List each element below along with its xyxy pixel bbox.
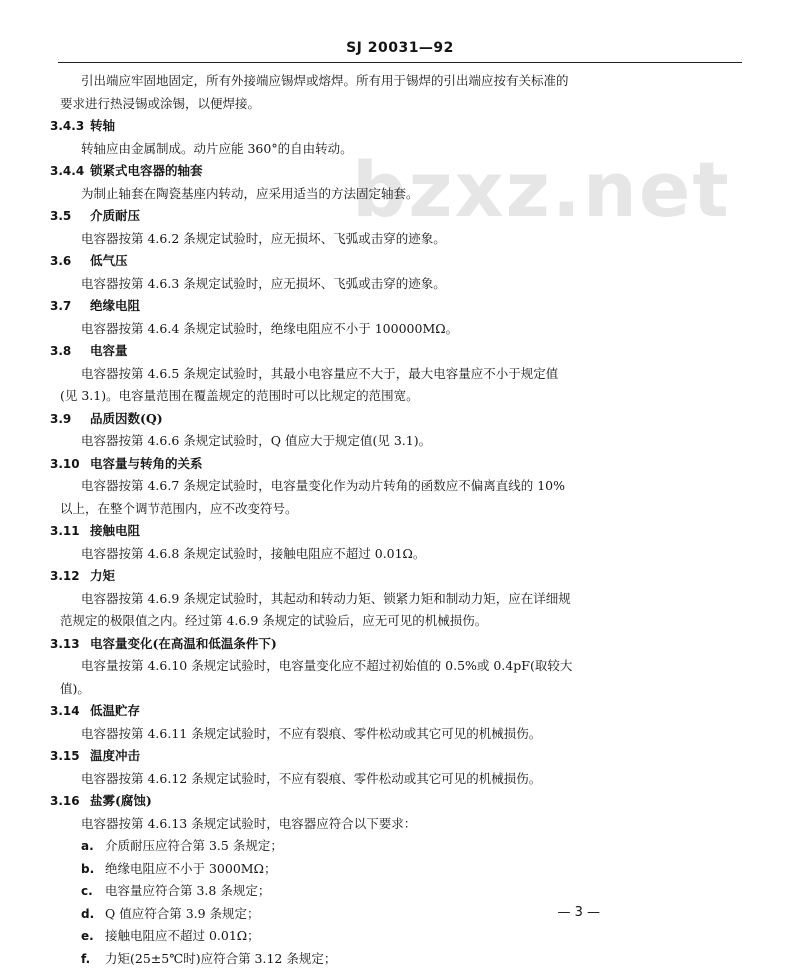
section-title: 低气压 [90, 253, 128, 268]
section-heading [0, 790, 800, 813]
section-number: 3.4.4 [50, 160, 90, 183]
section-number: 3.13 [50, 633, 90, 656]
section-number: 3.6 [50, 250, 90, 273]
section-heading [0, 700, 800, 723]
section-number: 3.14 [50, 700, 90, 723]
section-title: 锁紧式电容器的轴套 [90, 163, 203, 178]
list-item-text: 力矩(25±5℃时)应符合第 3.12 条规定； [105, 951, 336, 966]
list-item-text: 电容量应符合第 3.8 条规定； [105, 883, 270, 898]
section-title: 力矩 [90, 568, 115, 583]
section-heading [0, 295, 800, 318]
paragraph-line: 值)。 [0, 678, 800, 701]
list-marker: f. [81, 948, 105, 970]
section-heading [0, 408, 800, 431]
paragraph-line: 电容器按第 4.6.2 条规定试验时，应无损坏、飞弧或击穿的迹象。 [0, 228, 800, 251]
paragraph-line: 要求进行热浸锡或涂锡，以便焊接。 [0, 93, 800, 116]
section-heading [0, 520, 800, 543]
list-item [0, 880, 800, 903]
paragraph-line: 电容器按第 4.6.8 条规定试验时，接触电阻应不超过 0.01Ω。 [0, 543, 800, 566]
list-marker: c. [81, 880, 105, 903]
list-item [0, 858, 800, 881]
paragraph-line: 以上，在整个调节范围内，应不改变符号。 [0, 498, 800, 521]
watermark: bzxz.net [352, 145, 731, 234]
paragraph-line: 电容器按第 4.6.9 条规定试验时，其起动和转动力矩、锁紧力矩和制动力矩，应在详细规 [0, 588, 800, 611]
list-item-text: 绝缘电阻应不小于 3000MΩ； [105, 861, 276, 876]
section-heading [0, 633, 800, 656]
section-title: 绝缘电阻 [90, 298, 140, 313]
list-marker: e. [81, 925, 105, 948]
list-item [0, 903, 800, 926]
paragraph-line: 电容器按第 4.6.11 条规定试验时，不应有裂痕、零件松动或其它可见的机械损伤。 [0, 723, 800, 746]
section-heading [0, 565, 800, 588]
paragraph-line: 引出端应牢固地固定，所有外接端应锡焊或熔焊。所有用于锡焊的引出端应按有关标准的 [0, 70, 800, 93]
list-marker: a. [81, 835, 105, 858]
list-item-text: 介质耐压应符合第 3.5 条规定； [105, 838, 283, 853]
section-heading [0, 115, 800, 138]
section-number: 3.11 [50, 520, 90, 543]
section-title: 转轴 [90, 118, 115, 133]
paragraph-line: 范规定的极限值之内。经过第 4.6.9 条规定的试验后，应无可见的机械损伤。 [0, 610, 800, 633]
section-title: 接触电阻 [90, 523, 140, 538]
paragraph-line: 电容器按第 4.6.6 条规定试验时，Q 值应大于规定值(见 3.1)。 [0, 430, 800, 453]
header-rule [58, 62, 742, 63]
list-item [0, 948, 800, 970]
section-number: 3.8 [50, 340, 90, 363]
standard-code-header: SJ 20031—92 [0, 40, 800, 56]
list-item-text: 接触电阻应不超过 0.01Ω； [105, 928, 260, 943]
list-item-text: Q 值应符合第 3.9 条规定； [105, 906, 260, 921]
list-marker: b. [81, 858, 105, 881]
section-number: 3.16 [50, 790, 90, 813]
section-number: 3.15 [50, 745, 90, 768]
section-heading [0, 745, 800, 768]
section-title: 电容量变化(在高温和低温条件下) [90, 636, 277, 651]
section-heading [0, 340, 800, 363]
page-number: — 3 — [557, 905, 600, 920]
paragraph-line: 电容器按第 4.6.13 条规定试验时，电容器应符合以下要求： [0, 813, 800, 836]
section-title: 盐雾(腐蚀) [90, 793, 152, 808]
section-title: 电容量与转角的关系 [90, 456, 203, 471]
section-number: 3.4.3 [50, 115, 90, 138]
section-number: 3.9 [50, 408, 90, 431]
section-heading [0, 205, 800, 228]
section-number: 3.12 [50, 565, 90, 588]
section-number: 3.7 [50, 295, 90, 318]
paragraph-line: 电容器按第 4.6.12 条规定试验时，不应有裂痕、零件松动或其它可见的机械损伤。 [0, 768, 800, 791]
list-item [0, 835, 800, 858]
document-body [0, 70, 800, 970]
paragraph-line: 电容器按第 4.6.4 条规定试验时，绝缘电阻应不小于 100000MΩ。 [0, 318, 800, 341]
list-marker: d. [81, 903, 105, 926]
section-title: 介质耐压 [90, 208, 140, 223]
paragraph-line: 电容器按第 4.6.3 条规定试验时，应无损坏、飞弧或击穿的迹象。 [0, 273, 800, 296]
list-item [0, 925, 800, 948]
section-title: 低温贮存 [90, 703, 140, 718]
paragraph-line: (见 3.1)。电容量范围在覆盖规定的范围时可以比规定的范围宽。 [0, 385, 800, 408]
paragraph-line: 转轴应由金属制成。动片应能 360°的自由转动。 [0, 138, 800, 161]
paragraph-line: 电容器按第 4.6.5 条规定试验时，其最小电容量应不大于，最大电容量应不小于规定值 [0, 363, 800, 386]
section-title: 温度冲击 [90, 748, 140, 763]
section-heading [0, 250, 800, 273]
section-heading [0, 453, 800, 476]
paragraph-line: 为制止轴套在陶瓷基座内转动，应采用适当的方法固定轴套。 [0, 183, 800, 206]
section-title: 电容量 [90, 343, 128, 358]
section-number: 3.5 [50, 205, 90, 228]
section-number: 3.10 [50, 453, 90, 476]
section-title: 品质因数(Q) [90, 411, 163, 426]
paragraph-line: 电容器按第 4.6.7 条规定试验时，电容量变化作为动片转角的函数应不偏离直线的 10% [0, 475, 800, 498]
paragraph-line: 电容量按第 4.6.10 条规定试验时，电容量变化应不超过初始值的 0.5%或 0.4pF(取较大 [0, 655, 800, 678]
section-heading [0, 160, 800, 183]
